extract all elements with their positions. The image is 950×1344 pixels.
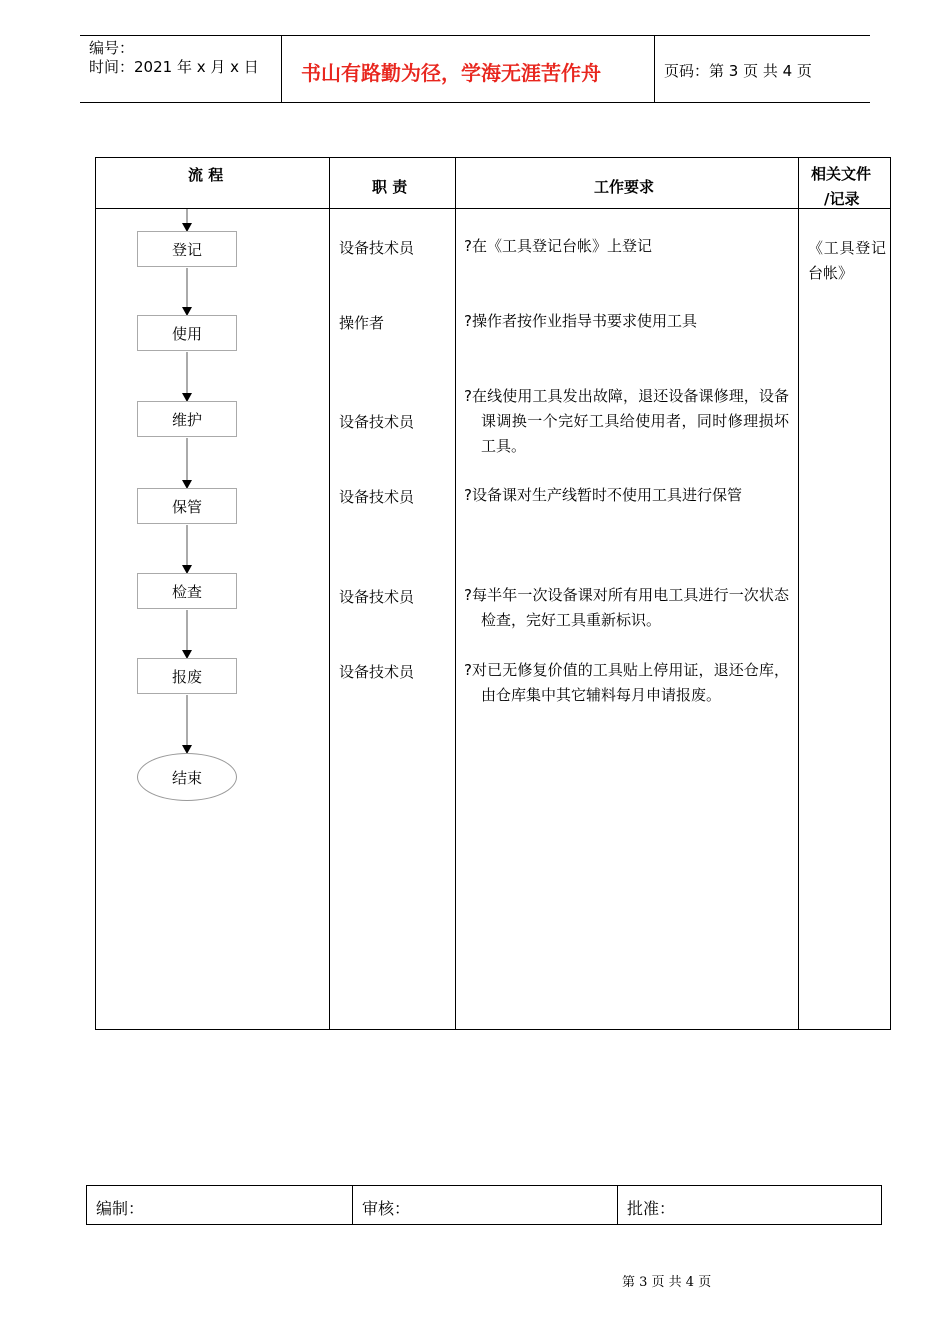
role-row-1: 设备技术员	[339, 239, 415, 257]
requirement-row-6: ?对已无修复价值的工具贴上停用证，退还仓库，由仓库集中其它辅料每月申请报废。	[464, 661, 789, 704]
requirement-row-1: ?在《工具登记台帐》上登记	[464, 237, 652, 255]
signoff-reviewed-by: 审核：	[362, 1199, 411, 1218]
requirement-row-4: ?设备课对生产线暂时不使用工具进行保管	[464, 486, 742, 504]
flow-step-register: 登记	[137, 231, 237, 267]
header-page-info: 页码：第 3 页 共 4 页	[664, 62, 812, 80]
role-row-3: 设备技术员	[339, 413, 415, 431]
requirement-row-2: ?操作者按作业指导书要求使用工具	[464, 312, 697, 330]
header-number-label: 编号：	[89, 39, 135, 57]
col-header-docs-line1: 相关文件	[811, 165, 872, 183]
flow-step-scrap: 报废	[137, 658, 237, 694]
signoff-table	[86, 1185, 882, 1225]
role-row-5: 设备技术员	[339, 588, 415, 606]
col-header-flow: 流 程	[188, 166, 224, 184]
flow-step-storage: 保管	[137, 488, 237, 524]
header-motto: 书山有路勤为径，学海无涯苦作舟	[301, 61, 601, 85]
flow-step-maintain: 维护	[137, 401, 237, 437]
role-row-4: 设备技术员	[339, 488, 415, 506]
role-row-2: 操作者	[339, 314, 385, 332]
col-header-requirements: 工作要求	[594, 178, 655, 196]
requirement-row-3: ?在线使用工具发出故障，退还设备课修理，设备课调换一个完好工具给使用者，同时修理损坏工具。	[464, 387, 789, 455]
signoff-divider-2	[617, 1186, 618, 1224]
col-header-docs-line2: /记录	[824, 190, 860, 208]
role-row-6: 设备技术员	[339, 663, 415, 681]
col-header-duty: 职 责	[372, 178, 408, 196]
signoff-divider-1	[352, 1186, 353, 1224]
signoff-compiled-by: 编制：	[96, 1199, 145, 1218]
related-doc-register-ledger: 《工具登记台帐》	[808, 239, 886, 282]
signoff-approved-by: 批准：	[627, 1199, 676, 1218]
flow-step-inspect: 检查	[137, 573, 237, 609]
requirement-row-5: ?每半年一次设备课对所有用电工具进行一次状态检查，完好工具重新标识。	[464, 586, 789, 629]
page-number: 第 3 页 共 4 页	[622, 1275, 712, 1290]
flow-end: 结束	[137, 753, 237, 801]
flow-step-use: 使用	[137, 315, 237, 351]
header-date: 时间：2021 年 x 月 x 日	[89, 58, 259, 76]
